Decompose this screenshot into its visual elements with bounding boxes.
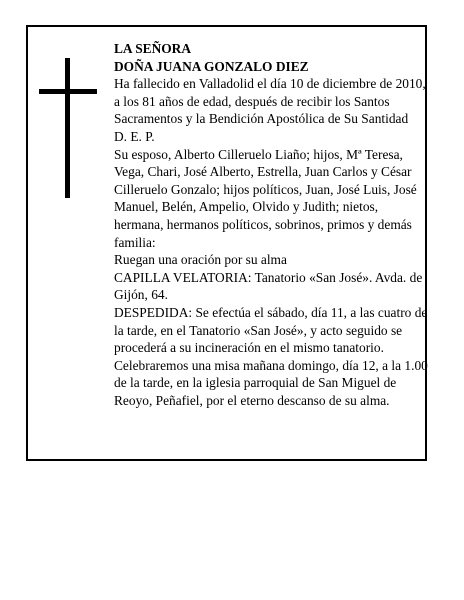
farewell-info bbox=[114, 304, 428, 357]
cross-vertical-bar bbox=[65, 58, 70, 198]
death-announcement: Ha fallecido en Valladolid el día 10 de diciembre de 2010, a los 81 años de edad, después de recibir los Santos Sacramentos y la Bendición Apostólica de Su Santidad bbox=[114, 76, 426, 127]
farewell-line-1: DESPEDIDA: Se efectúa el sábado, día 11, a las cuatro de la tarde, en el Tanatorio «San José», y acto seguido se bbox=[114, 304, 428, 338]
cross-icon bbox=[39, 58, 97, 198]
mass-info: Celebraremos una misa mañana domingo, día 12, a la 1.00 de la tarde, en la iglesia parroquial de San Miguel de Reoyo, Peñafiel, por el eterno descanso de su alma. bbox=[114, 357, 428, 408]
notice-title: LA SEÑORA bbox=[114, 41, 192, 56]
farewell-line-2: procederá a su incineración en el mismo tanatorio. bbox=[114, 340, 384, 356]
dep-line: D. E. P. bbox=[114, 128, 155, 144]
family-list: Su esposo, Alberto Cilleruelo Liaño; hijos, Mª Teresa, Vega, Chari, José Alberto, Estrella, Juan Carlos y César Cilleruelo Gonzalo; hijos políticos, Juan, José Luis, José Manuel, Belén, Ampelio, Olvido y Judith; nietos, hermana, hermanos políticos, sobrinos, primos y demás familia: bbox=[114, 146, 417, 250]
obituary-text bbox=[114, 40, 428, 409]
chapel-info: CAPILLA VELATORIA: Tanatorio «San José». Avda. de Gijón, 64. bbox=[114, 269, 423, 303]
deceased-name: DOÑA JUANA GONZALO DIEZ bbox=[114, 58, 309, 74]
prayer-request: Ruegan una oración por su alma bbox=[114, 252, 287, 268]
obituary-notice bbox=[26, 25, 427, 461]
cross-horizontal-bar bbox=[39, 89, 97, 94]
